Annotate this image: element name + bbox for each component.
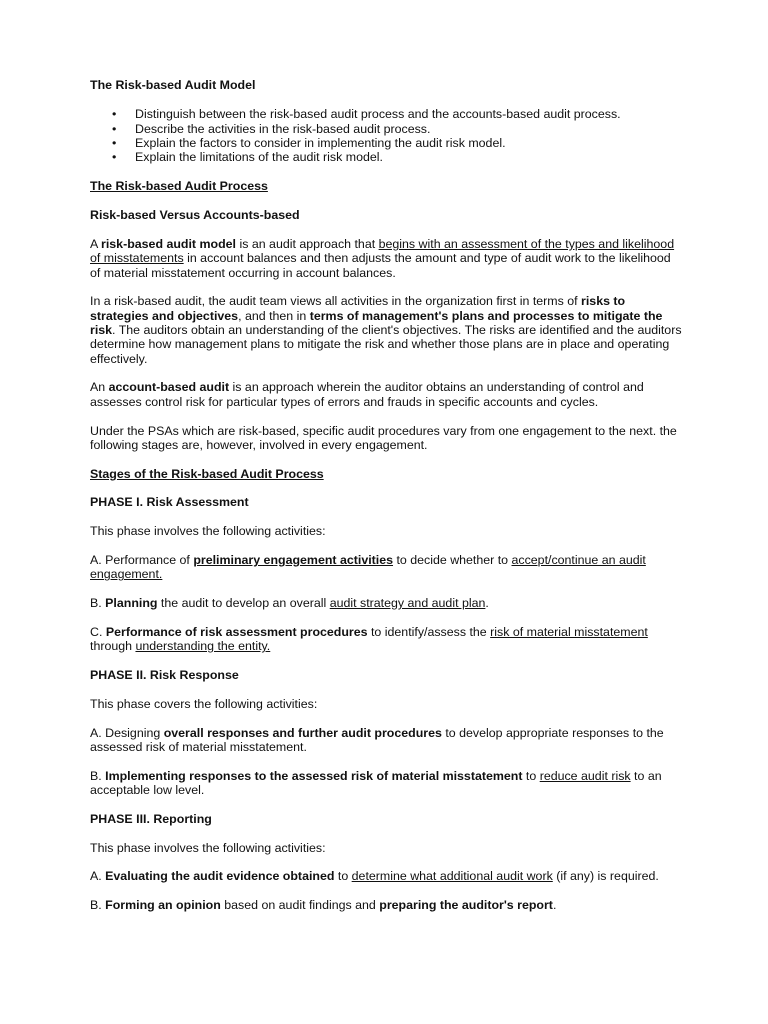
list-item: • Explain the limitations of the audit risk model. [112,150,383,165]
phase-2-item-a: A. Designing overall responses and further audit procedures to develop appropriate responses to the assessed risk of material misstatement. [90,725,664,754]
phase-1-item-c: C. Performance of risk assessment procedures to identify/assess the risk of material misstatement through understanding the entity. [90,624,648,654]
phase-2-intro: This phase covers the following activities: [90,696,318,711]
bullet-icon: • [112,121,117,136]
stages-title: Stages of the Risk-based Audit Process [90,466,324,481]
subheading: Risk-based Versus Accounts-based [90,208,300,223]
list-item: • Explain the factors to consider in implementing the audit risk model. [112,135,506,150]
bullet-icon: • [112,150,117,165]
document-title: The Risk-based Audit Model [90,78,256,92]
paragraph-risk-based-audit: In a risk-based audit, the audit team views all activities in the organization first in terms of risks to strategies and objectives, and then in terms of management's plans and processes to mitigate the risk. The auditors obtain an understanding of the client's objectives. The risks are identified and the auditors determine how management plans to mitigate the risk and whether those plans are in place and operating effectively. [90,294,682,366]
document-page [90,78,684,927]
phase-3-item-b: B. Forming an opinion based on audit findings and preparing the auditor's report. [90,898,557,913]
list-item: • Describe the activities in the risk-based audit process. [112,121,431,136]
phase-3-heading: PHASE III. Reporting [90,811,212,826]
phase-1-intro: This phase involves the following activities: [90,524,326,539]
phase-3-intro: This phase involves the following activities: [90,840,326,855]
paragraph-risk-based-model: A risk-based audit model is an audit approach that begins with an assessment of the types and likelihood of misstatements in account balances and then adjusts the amount and type of audit work to the likelihood of material misstatement occurring in account balances. [90,237,675,280]
phase-3-item-a: A. Evaluating the audit evidence obtained to determine what additional audit work (if any) is required. [90,869,659,884]
phase-2-item-b: B. Implementing responses to the assessed risk of material misstatement to reduce audit risk to an acceptable low level. [90,768,662,797]
phase-1-item-a: A. Performance of preliminary engagement activities to decide whether to accept/continue an audit engagement. [90,553,646,582]
bullet-icon: • [112,135,117,150]
phase-2-heading: PHASE II. Risk Response [90,668,239,683]
phase-1-item-b: B. Planning the audit to develop an overall audit strategy and audit plan. [90,596,489,611]
paragraph-psas: Under the PSAs which are risk-based, specific audit procedures vary from one engagement to the next. the following stages are, however, involved in every engagement. [90,423,677,452]
phase-1-heading: PHASE I. Risk Assessment [90,495,249,510]
paragraph-account-based-audit: An account-based audit is an approach wherein the auditor obtains an understanding of control and assesses control risk for particular types of errors and frauds in specific accounts and cycles. [90,380,644,409]
list-item: • Distinguish between the risk-based audit process and the accounts-based audit process. [112,107,621,122]
section-title: The Risk-based Audit Process [90,179,268,194]
objectives-list [90,107,684,164]
bullet-icon: • [112,107,117,122]
